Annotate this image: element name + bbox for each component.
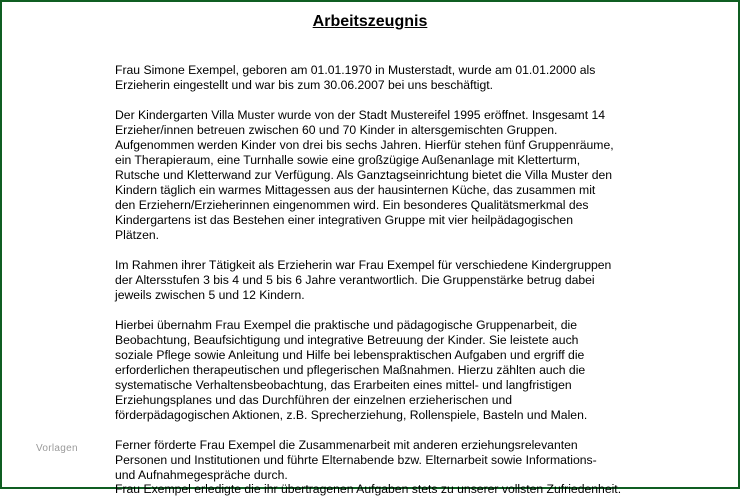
text-line: Rutsche und Kletterwand zur Verfügung. Als Ganztagseinrichtung bietet die Villa Muster den [115, 168, 613, 182]
text-line: Personen und Institutionen und führte Elternabende bzw. Elternarbeit sowie Informations- [115, 453, 597, 467]
document-body [115, 63, 635, 498]
text-line: ein Therapieraum, eine Turnhalle sowie eine großzügige Außenanlage mit Kletterturm, [115, 153, 581, 167]
text-line: Erzieherin eingestellt und war bis zum 30.06.2007 bei uns beschäftigt. [115, 78, 494, 92]
text-line: Plätzen. [115, 228, 160, 242]
paragraph-cooperation [115, 438, 635, 483]
document-title: Arbeitszeugnis [312, 13, 428, 30]
text-line: der Altersstufen 3 bis 4 und 5 bis 6 Jahre verantwortlich. Die Gruppenstärke betrug dabei [115, 273, 595, 287]
text-line: Frau Exempel erledigte die ihr übertragenen Aufgaben stets zu unserer vollsten Zufriedenheit. [115, 482, 622, 496]
text-line: Beobachtung, Beaufsichtigung und integrative Betreuung der Kinder. Sie leistete auch [115, 333, 579, 347]
text-line: Im Rahmen ihrer Tätigkeit als Erzieherin war Frau Exempel für verschiedene Kindergruppen [115, 258, 612, 272]
text-line: Erziehungsplanes und das Durchführen der einzelnen erzieherischen und [115, 393, 513, 407]
watermark: Vorlagen [36, 443, 78, 454]
cut-off-text-line [115, 481, 635, 496]
paragraph-kindergarten-description [115, 108, 635, 243]
text-line: Erzieher/innen betreuen zwischen 60 und 70 Kinder in altersgemischten Gruppen. [115, 123, 558, 137]
text-line: Frau Simone Exempel, geboren am 01.01.1970 in Musterstadt, wurde am 01.01.2000 als [115, 63, 596, 77]
text-line: den Erziehern/Erzieherinnen eingenommen wird. Ein besonderes Qualitätsmerkmal des [115, 198, 589, 212]
text-line: Aufgenommen werden Kinder von drei bis sechs Jahren. Hierfür stehen fünf Gruppenräume, [115, 138, 614, 152]
text-line: Kindergartens ist das Bestehen einer integrativen Gruppe mit vier heilpädagogischen [115, 213, 573, 227]
text-line: jeweils zwischen 5 und 12 Kindern. [115, 288, 305, 302]
text-line: soziale Pflege sowie Anleitung und Hilfe bei lebenspraktischen Aufgaben und ergriff die [115, 348, 585, 362]
text-line: förderpädagogischen Aktionen, z.B. Sprecherziehung, Rollenspiele, Basteln und Malen. [115, 408, 588, 422]
paragraph-responsibilities [115, 258, 635, 303]
paragraph-tasks [115, 318, 635, 423]
text-line: Kindern täglich ein warmes Mittagessen aus der hausinternen Küche, das zusammen mit [115, 183, 596, 197]
paragraph-employment-intro [115, 63, 635, 93]
text-line: systematische Verhaltensbeobachtung, das Erarbeiten eines mittel- und langfristigen [115, 378, 572, 392]
text-line: Ferner förderte Frau Exempel die Zusammenarbeit mit anderen erziehungsrelevanten [115, 438, 578, 452]
text-line: Hierbei übernahm Frau Exempel die praktische und pädagogische Gruppenarbeit, die [115, 318, 578, 332]
text-line: erforderlichen therapeutischen und pflegerischen Maßnahmen. Hierzu zählten auch die [115, 363, 586, 377]
text-line: Der Kindergarten Villa Muster wurde von der Stadt Mustereifel 1995 eröffnet. Insgesamt 14 [115, 108, 606, 122]
text-line: und Aufnahmegespräche durch. [115, 468, 288, 482]
